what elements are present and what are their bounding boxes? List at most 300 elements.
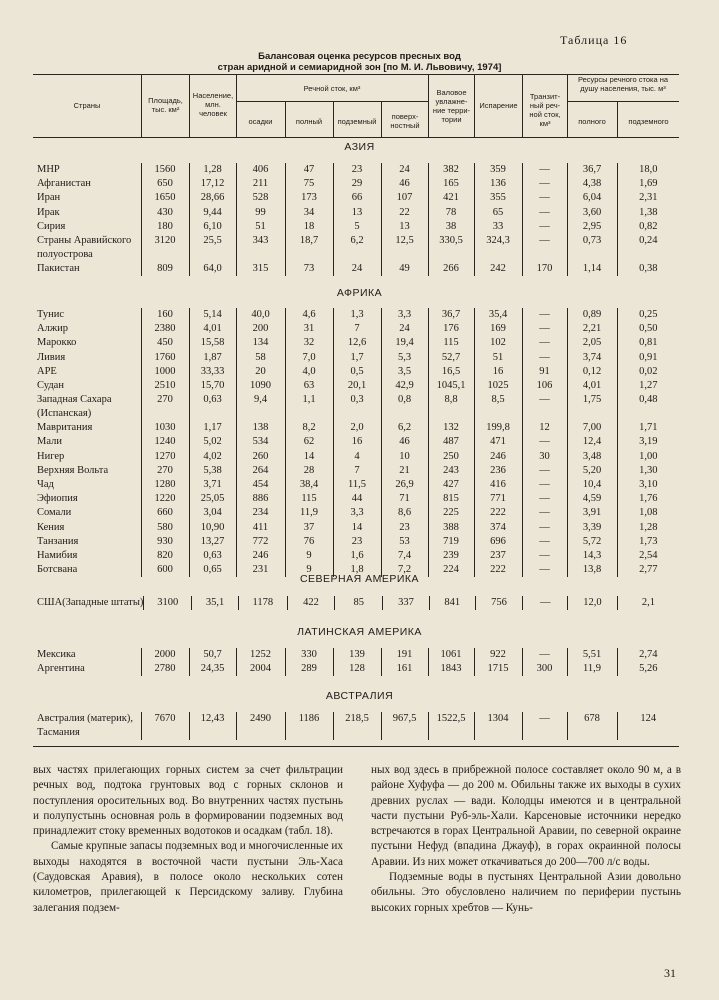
table-cell: 330 [285,648,333,662]
table-cell: 73 [285,262,333,276]
table-cell: 0,8 [381,393,428,421]
table-cell: 42,9 [381,379,428,393]
table-cell: 16 [333,435,381,449]
country-name: Эфиопия [37,493,78,505]
table-cell: 2,21 [567,322,617,336]
table-cell: 99 [236,206,285,220]
table-cell: 7,2 [381,563,428,577]
table-cell: 660 [141,506,189,520]
table-cell: 820 [141,549,189,563]
table-cell: 324,3 [474,234,522,262]
table-cell: 8,5 [474,393,522,421]
table-cell: 9,44 [189,206,236,220]
table-cell: 421 [428,191,474,205]
table-cell: 3,71 [189,478,236,492]
header-population: Население, млн. человек [192,91,234,118]
table-cell: 37 [285,521,333,535]
table-cell: 719 [428,535,474,549]
country-name: Кения [37,521,65,533]
country-name: США(Западные штаты) [37,597,144,608]
table-row [33,308,679,322]
table-cell: 102 [474,336,522,350]
table-cell: 218,5 [333,712,381,740]
table-cell: 5,02 [189,435,236,449]
table-cell: 239 [428,549,474,563]
table-cell: 7,0 [285,351,333,365]
table-cell: — [522,478,567,492]
country-name: Марокко [37,337,77,349]
table-cell: 1,14 [567,262,617,276]
table-cell: 886 [236,492,285,506]
table-cell: 7670 [141,712,189,740]
table-row [33,351,679,365]
table-cell: — [522,322,567,336]
table-cell: 1,1 [285,393,333,421]
table-cell: 0,81 [617,336,679,350]
table-cell: 35,1 [192,596,239,610]
table-cell: 51 [474,351,522,365]
country-name: Сомали [37,507,72,519]
header-wetting: Валовое увлажне-ние терри-тории [432,88,471,124]
table-row [33,379,679,393]
table-cell: 0,63 [189,393,236,421]
table-cell: 0,24 [617,234,679,262]
table-cell: 10,4 [567,478,617,492]
table-cell: 1240 [141,435,189,449]
table-cell: 337 [383,596,430,610]
header-precip: осадки [248,117,273,126]
table-cell: 1045,1 [428,379,474,393]
table-cell: 243 [428,464,474,478]
table-cell: 471 [474,435,522,449]
table-cell: 132 [428,421,474,435]
table-cell: — [522,234,567,262]
table-cell: 24 [381,163,428,177]
table-cell: 236 [474,464,522,478]
table-cell: 29 [333,177,381,191]
table-row [33,234,679,262]
table-cell: 24 [381,322,428,336]
table-cell: 6,10 [189,220,236,234]
country-name: Сирия [37,220,66,232]
table-cell: 2510 [141,379,189,393]
table-cell: 1560 [141,163,189,177]
table-cell: — [522,648,567,662]
table-cell: 1,87 [189,351,236,365]
table-cell: 1,6 [333,549,381,563]
table-cell: 270 [141,393,189,421]
table-cell: 0,73 [567,234,617,262]
table-cell: 580 [141,521,189,535]
table-row [33,177,679,191]
table-cell: 63 [285,379,333,393]
table-cell: — [522,393,567,421]
table-cell: 2490 [236,712,285,740]
table-cell: 343 [236,234,285,262]
table-cell: 967,5 [381,712,428,740]
hdr-sep [567,74,568,137]
table-cell: 0,3 [333,393,381,421]
table-cell: 47 [285,163,333,177]
table-cell: 3,04 [189,506,236,520]
table-cell: — [522,464,567,478]
table-cell: — [522,351,567,365]
header-area: Площадь, тыс. км² [148,96,183,114]
table-cell: 422 [287,596,335,610]
table-row [33,492,679,506]
table-cell: 4,59 [567,492,617,506]
table-row [33,163,679,177]
table-cell: 50,7 [189,648,236,662]
header-ground: подземный [337,117,377,126]
header-surface: поверх-ностный [390,112,420,130]
table-caption-line2: стран аридной и семиаридной зон [по М. И. Львовичу, 1974] [217,62,502,73]
table-cell: 815 [428,492,474,506]
country-name: Мексика [37,649,76,660]
table-cell: 4 [333,450,381,464]
hdr-sep [474,74,475,137]
table-cell: 64,0 [189,262,236,276]
table-cell: 8,8 [428,393,474,421]
table-cell: 4,01 [567,379,617,393]
table-cell: 809 [141,262,189,276]
table-cell: 1,3 [333,308,381,322]
table-cell: 246 [474,450,522,464]
hdr-sep [381,101,382,137]
country-name: Верхняя Вольта [37,464,109,476]
table-cell: — [522,308,567,322]
table-cell: — [523,596,568,610]
table-cell: 5,51 [567,648,617,662]
section-title-latin-america: ЛАТИНСКАЯ АМЕРИКА [297,626,422,638]
table-cell: 28 [285,464,333,478]
table-cell: 14,3 [567,549,617,563]
hdr-sep [141,74,142,137]
table-cell: 23 [381,521,428,535]
table-cell: 13 [333,206,381,220]
table-cell: 0,02 [617,365,679,379]
table-cell: 772 [236,535,285,549]
table-cell: 52,7 [428,351,474,365]
table-cell: 1304 [474,712,522,740]
table-cell: 12,0 [568,596,618,610]
table-cell: 315 [236,262,285,276]
country-name: Тунис [37,309,65,320]
table-cell: 38,4 [285,478,333,492]
table-cell: 1760 [141,351,189,365]
table-cell: 1715 [474,662,522,676]
table-cell: 3,3 [333,506,381,520]
resources-rule [567,101,679,102]
header-resources: Ресурсы речного стока на душу населения, тыс. м³ [577,75,669,93]
table-row [33,450,679,464]
table-cell: 9 [285,563,333,577]
table-cell: 76 [285,535,333,549]
table-cell: 528 [236,191,285,205]
table-cell: 4,6 [285,308,333,322]
table-cell: 2000 [141,648,189,662]
table-row [33,435,679,449]
table-cell: 160 [141,308,189,322]
header-countries: Страны [73,101,101,110]
table-cell: 169 [474,322,522,336]
table-cell: 237 [474,549,522,563]
table-cell: 224 [428,563,474,577]
table-cell: 1252 [236,648,285,662]
table-cell: 8,6 [381,506,428,520]
table-cell: 454 [236,478,285,492]
table-cell: 199,8 [474,421,522,435]
table-cell: 1,27 [617,379,679,393]
table-cell: 0,12 [567,365,617,379]
table-asia [33,163,679,276]
country-name: Австралия (материк), Тасмания [37,713,133,738]
table-row [33,365,679,379]
table-cell: 3,48 [567,450,617,464]
table-cell: 24,35 [189,662,236,676]
table-cell: — [522,506,567,520]
table-cell: 15,70 [189,379,236,393]
country-name: Танзания [37,535,79,547]
country-name: Иран [37,192,61,204]
table-cell: 46 [381,177,428,191]
table-cell: 36,7 [567,163,617,177]
table-cell: 2,95 [567,220,617,234]
table-cell: 1000 [141,365,189,379]
table-cell: 3,74 [567,351,617,365]
country-name: Судан [37,380,64,392]
table-cell: 9 [285,549,333,563]
table-cell: 1,38 [617,206,679,220]
table-cell: 25,5 [189,234,236,262]
table-cell: 51 [236,220,285,234]
table-cell: 1178 [238,596,287,610]
table-cell: 78 [428,206,474,220]
table-cell: 115 [285,492,333,506]
table-cell: 30 [522,450,567,464]
table-cell: 19,4 [381,336,428,350]
table-row [33,206,679,220]
table-cell: 71 [381,492,428,506]
table-cell: 222 [474,506,522,520]
table-cell: 1,7 [333,351,381,365]
table-cell: 266 [428,262,474,276]
table-australia [33,712,679,740]
paragraph: ных вод здесь в прибрежной полосе составляет около 90 м, а в районе Хуфуфа — до 200 м. Обильны также их выходы в сухих древних руслах — вади. Колодцы имеются и в центральной части пустыни Руб-эль-Хали. Карсеновые источники нередко встречаются в горах Центральной Аравии, по северной окраине пустыни Нефуд (впадина Джауф), в горах окраинной полосы Аравии. Из них может откачиваться до 200—700 л/с воды. [371,764,681,868]
country-name: Нигер [37,450,65,462]
table-cell: 1,08 [617,506,679,520]
table-cell: 260 [236,450,285,464]
table-cell: 1,17 [189,421,236,435]
header-bottom-rule [33,137,679,138]
table-cell: — [522,492,567,506]
table-cell: 450 [141,336,189,350]
table-cell: 6,2 [333,234,381,262]
table-cell: 165 [428,177,474,191]
table-cell: 406 [236,163,285,177]
table-cell: 1,73 [617,535,679,549]
table-cell: 49 [381,262,428,276]
table-cell: 18,7 [285,234,333,262]
country-name: Алжир [37,323,68,335]
table-cell: 355 [474,191,522,205]
table-cell: 34 [285,206,333,220]
table-cell: 12,5 [381,234,428,262]
table-cell: 756 [475,596,523,610]
table-cell: 5,20 [567,464,617,478]
country-name: Аргентина [37,663,85,675]
table-cell: 1186 [285,712,333,740]
table-row [33,464,679,478]
table-cell: 22 [381,206,428,220]
country-name: МНР [37,164,60,175]
table-cell: 1,75 [567,393,617,421]
header-evap: Испарение [479,101,518,110]
table-africa [33,308,679,577]
table-cell: 12 [522,421,567,435]
table-cell: 289 [285,662,333,676]
table-cell: 330,5 [428,234,474,262]
table-cell: 359 [474,163,522,177]
table-cell: 20,1 [333,379,381,393]
table-cell: 38 [428,220,474,234]
header-transit: Транзит-ный реч-ной сток, км³ [529,92,561,128]
table-cell: 128 [333,662,381,676]
table-cell: 1220 [141,492,189,506]
table-cell: 106 [522,379,567,393]
table-cell: 85 [335,596,383,610]
table-cell: 242 [474,262,522,276]
table-cell: 1,8 [333,563,381,577]
table-cell: 136 [474,177,522,191]
table-cell: 1522,5 [428,712,474,740]
table-cell: 21 [381,464,428,478]
table-cell: 62 [285,435,333,449]
table-cell: 4,38 [567,177,617,191]
table-cell: 5,3 [381,351,428,365]
table-cell: 374 [474,521,522,535]
table-cell: 3,91 [567,506,617,520]
table-cell: 10 [381,450,428,464]
table-cell: 7 [333,464,381,478]
table-cell: 200 [236,322,285,336]
table-cell: 1270 [141,450,189,464]
table-row [33,393,679,421]
table-cell: 66 [333,191,381,205]
table-cell: 46 [381,435,428,449]
table-cell: 161 [381,662,428,676]
table-cell: 65 [474,206,522,220]
hdr-sep [189,74,190,137]
table-cell: 3,5 [381,365,428,379]
table-cell: 5,14 [189,308,236,322]
table-cell: 264 [236,464,285,478]
table-row [33,712,679,740]
table-cell: 180 [141,220,189,234]
table-cell: 2380 [141,322,189,336]
table-cell: 234 [236,506,285,520]
table-cell: 0,63 [189,549,236,563]
table-cell: 6,2 [381,421,428,435]
table-cell: 2780 [141,662,189,676]
table-cell: 1,28 [617,521,679,535]
table-cell: 18,0 [617,163,679,177]
country-name: Намибия [37,550,78,562]
table-cell: 534 [236,435,285,449]
table-cell: 24 [333,262,381,276]
header-runoff: Речной сток, км³ [303,84,361,93]
table-cell: — [522,712,567,740]
table-cell: 416 [474,478,522,492]
table-cell: 231 [236,563,285,577]
table-cell: 176 [428,322,474,336]
table-cell: — [522,563,567,577]
table-cell: 36,7 [428,308,474,322]
table-cell: 388 [428,521,474,535]
table-cell: 1,28 [189,163,236,177]
table-cell: 18 [285,220,333,234]
table-cell: 31 [285,322,333,336]
page-number: 31 [664,966,676,980]
table-cell: 696 [474,535,522,549]
table-cell: 0,38 [617,262,679,276]
table-cell: 0,89 [567,308,617,322]
table-row [33,336,679,350]
table-cell: 2,0 [333,421,381,435]
table-cell: 2004 [236,662,285,676]
table-cell: 9,4 [236,393,285,421]
table-cell: 107 [381,191,428,205]
table-cell: 3,39 [567,521,617,535]
table-cell: 2,54 [617,549,679,563]
table-row [33,506,679,520]
table-cell: 44 [333,492,381,506]
country-name: Ирак [37,206,60,218]
table-cell: 1061 [428,648,474,662]
table-cell: — [522,435,567,449]
table-row [33,322,679,336]
table-cell: 1025 [474,379,522,393]
table-cell: 930 [141,535,189,549]
table-cell: 35,4 [474,308,522,322]
table-cell: 13,27 [189,535,236,549]
table-cell: 0,82 [617,220,679,234]
table-caption-line1: Балансовая оценка ресурсов пресных вод [258,51,461,62]
table-cell: 4,01 [189,322,236,336]
table-cell: — [522,549,567,563]
table-cell: 5,26 [617,662,679,676]
table-cell: 1843 [428,662,474,676]
table-cell: — [522,336,567,350]
table-cell: 3,19 [617,435,679,449]
table-cell: 678 [567,712,617,740]
table-cell: 250 [428,450,474,464]
table-cell: — [522,191,567,205]
table-cell: 17,12 [189,177,236,191]
table-cell: 225 [428,506,474,520]
table-cell: 58 [236,351,285,365]
section-title-africa: АФРИКА [336,287,383,299]
table-cell: 12,6 [333,336,381,350]
table-cell: 124 [617,712,679,740]
table-cell: 1280 [141,478,189,492]
table-cell: 134 [236,336,285,350]
text-column-left [33,763,343,916]
table-cell: 20 [236,365,285,379]
table-cell: 13,8 [567,563,617,577]
table-cell: 14 [333,521,381,535]
header-res-full: полного [578,117,606,126]
